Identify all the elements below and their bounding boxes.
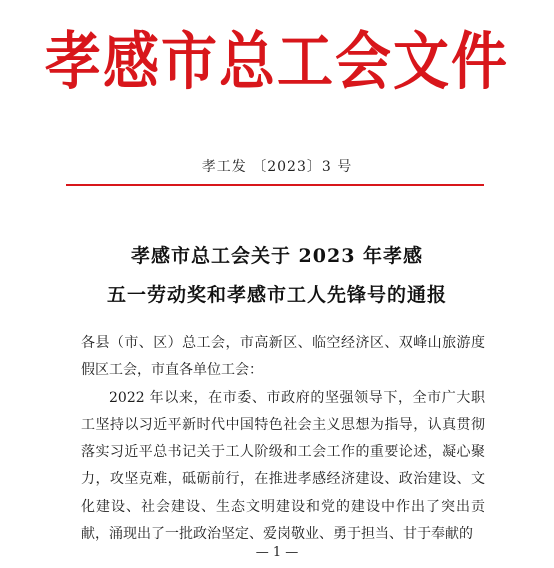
document-body (81, 330, 485, 548)
document-masthead: 孝感市总工会文件 (45, 26, 509, 99)
document-number: 孝工发 〔2023〕3 号 (201, 159, 353, 175)
addressee-paragraph: 各县（市、区）总工会，市高新区、临空经济区、双峰山旅游度假区工会，市直各单位工会： (81, 335, 485, 379)
page-number: — 1 — (255, 545, 299, 560)
document-title-line-2: 五一劳动奖和孝感市工人先锋号的通报 (106, 284, 447, 306)
red-divider-line (66, 184, 484, 186)
document-title-line-1: 孝感市总工会关于 2023 年孝感 (130, 245, 424, 267)
body-paragraph: 2022 年以来，在市委、市政府的坚强领导下，全市广大职工坚持以习近平新时代中国特色社会主义思想为指导，认真贯彻落实习近平总书记关于工人阶级和工会工作的重要论述，凝心聚力，攻坚克难，砥砺前行，在推进孝感经济建设、政治建设、文化建设、社会建设、生态文明建设和党的建设中作出了突出贡献，涌现出了一批政治坚定、爱岗敬业、勇于担当、甘于奉献的 (81, 389, 485, 543)
